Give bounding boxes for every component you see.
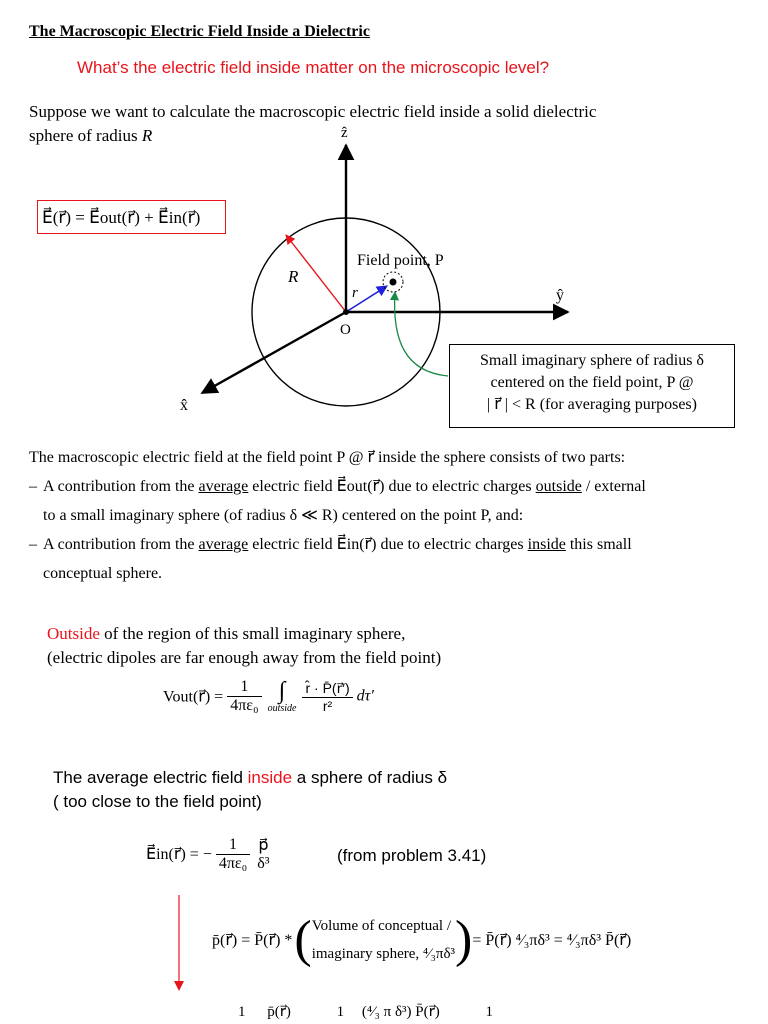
origin-label: O xyxy=(340,322,351,338)
dipole-paren-content xyxy=(312,912,455,968)
bullet-inside-a: A contribution from the xyxy=(43,536,199,553)
bullet-outside-c: / external xyxy=(581,478,646,495)
integral-subscript: outside xyxy=(267,703,297,714)
bullet-inside-average: average xyxy=(198,536,249,553)
callout-box xyxy=(449,344,735,428)
bullet-outside-text xyxy=(43,472,646,501)
bullet-outside-a: A contribution from the xyxy=(43,478,199,495)
callout-line-2: centered on the field point, P @ xyxy=(490,374,694,391)
v-out-integrand-den: r² xyxy=(322,697,333,714)
bullet-inside-keyword: inside xyxy=(527,536,566,553)
callout-line-3: | r⃗ | < R (for averaging purposes) xyxy=(487,396,697,413)
intro-line-2-prefix: sphere of radius xyxy=(29,126,142,145)
callout-line-1: Small imaginary sphere of radius δ xyxy=(480,352,704,369)
paren-line-1: Volume of conceptual / xyxy=(311,918,451,934)
v-out-dtau: dτ′ xyxy=(356,687,374,705)
v-out-lhs: Vout(r⃗) = xyxy=(163,688,224,706)
bottom-term-1: 1 xyxy=(238,1004,246,1020)
bullet-inside-line-2: conceptual sphere. xyxy=(43,565,163,582)
radius-label: R xyxy=(288,267,299,286)
e-in-dipole-frac xyxy=(254,835,272,873)
outside-note-rest: of the region of this small imaginary sphere, xyxy=(99,624,406,643)
avg-field-line-1 xyxy=(53,766,573,790)
page-title: The Macroscopic Electric Field Inside a Dielectric xyxy=(29,23,370,40)
dipole-lhs: p̄(r⃗) = P̄(r⃗) * xyxy=(212,932,293,949)
avg-field-red-word: inside xyxy=(247,768,293,787)
right-paren: ) xyxy=(455,911,473,968)
e-in-lhs: E⃗in(r⃗) = − xyxy=(146,846,212,863)
r-vector-label: r⃗ xyxy=(352,285,370,301)
bullet-dash: – xyxy=(29,478,37,495)
red-down-arrow xyxy=(170,893,190,993)
bullet-inside-c: this small xyxy=(565,536,632,553)
bottom-term-4: (⁴⁄₃ π δ³) P̄(r⃗) xyxy=(361,1004,440,1020)
bullet-outside-keyword: outside xyxy=(535,478,582,495)
outside-note-line-1 xyxy=(47,622,607,646)
y-axis-label: ŷ xyxy=(556,287,564,304)
bullet-outside-b: electric field E⃗out(r⃗) due to electric charges xyxy=(248,478,536,495)
bullet-outside-average: average xyxy=(198,478,249,495)
left-paren: ( xyxy=(294,911,312,968)
e-in-prefactor xyxy=(216,836,250,873)
bullet-inside xyxy=(29,530,764,559)
intro-radius-var: R xyxy=(141,126,153,145)
bullet-inside-b: electric field E⃗in(r⃗) due to electric charges xyxy=(248,536,528,553)
dipole-moment-equation xyxy=(212,912,631,968)
e-in-prefactor-num: 1 xyxy=(216,836,250,855)
x-axis xyxy=(202,312,346,393)
e-in-dipole-num: p⃗ xyxy=(258,837,269,854)
bottom-term-5: 1 xyxy=(485,1004,494,1020)
v-out-integrand xyxy=(302,680,352,714)
origin-dot xyxy=(343,309,349,315)
integral-sign: ∫ xyxy=(278,678,286,704)
paragraph-lead: The macroscopic electric field at the field point P @ r⃗ inside the sphere consists of two parts: xyxy=(29,449,626,466)
dipole-rhs: = P̄(r⃗) ⁴⁄₃πδ³ = ⁴⁄₃πδ³ P̄(r⃗) xyxy=(472,932,632,949)
outside-note-line-2: (electric dipoles are far enough away from the field point) xyxy=(47,648,442,667)
e-in-dipole-den: δ³ xyxy=(257,855,270,872)
two-parts-paragraph xyxy=(29,443,764,588)
intro-line-1: Suppose we want to calculate the macroscopic electric field inside a solid dielectric xyxy=(29,102,597,121)
v-out-prefactor-num: 1 xyxy=(227,678,261,697)
avg-field-part-2: a sphere of radius δ xyxy=(292,768,448,787)
paren-line-2: imaginary sphere, ⁴⁄₃πδ³ xyxy=(311,946,456,962)
z-axis-label: ẑ xyxy=(341,125,348,141)
v-out-formula xyxy=(163,678,374,715)
bottom-term-3: 1 xyxy=(336,1004,345,1020)
from-problem-note: (from problem 3.41) xyxy=(337,846,487,865)
bullet-outside-line-2: to a small imaginary sphere (of radius δ ≪ R) centered on the point P, and: xyxy=(43,507,524,524)
v-out-prefactor xyxy=(227,678,261,715)
avg-field-line-2: ( too close to the field point) xyxy=(53,792,262,811)
boxed-equation: E⃗(r⃗) = E⃗out(r⃗) + E⃗in(r⃗) xyxy=(37,200,226,234)
field-point-dot xyxy=(390,279,397,286)
x-axis-label: x̂ xyxy=(180,397,188,414)
bullet-dash: – xyxy=(29,536,37,553)
e-in-formula xyxy=(146,835,273,873)
bullet-outside xyxy=(29,472,764,501)
bullet-inside-text xyxy=(43,530,632,559)
field-point-label: Field point, P xyxy=(357,252,444,269)
bottom-term-2: p̄(r⃗) xyxy=(267,1004,291,1020)
avg-field-text xyxy=(53,766,573,814)
outside-red-word: Outside xyxy=(47,624,100,643)
e-in-prefactor-den: 4πε₀ xyxy=(218,854,248,872)
avg-field-part-1: The average electric field xyxy=(53,768,248,787)
v-out-integrand-num: r̂ · P̄(r⃗′) xyxy=(302,680,352,698)
v-out-integral xyxy=(268,679,297,714)
v-out-prefactor-den: 4πε₀ xyxy=(230,697,259,714)
bottom-partial-formula xyxy=(238,1002,493,1021)
subtitle-question: What’s the electric field inside matter on the microscopic level? xyxy=(77,58,550,77)
outside-note xyxy=(47,622,607,670)
